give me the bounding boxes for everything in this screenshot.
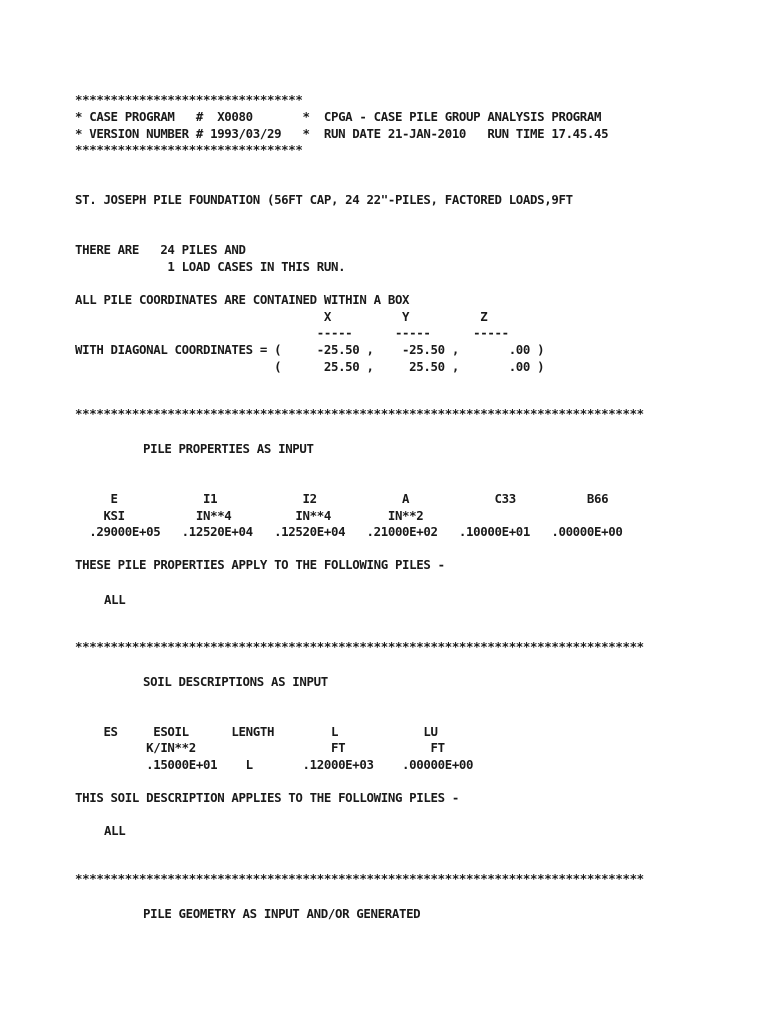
pile-properties-title: PILE PROPERTIES AS INPUT xyxy=(143,441,314,456)
coordinates-dashes: ----- ----- ----- xyxy=(75,325,509,340)
coordinates-axes-header: X Y Z xyxy=(75,309,488,324)
coordinates-row-max: ( 25.50 , 25.50 , .00 ) xyxy=(75,359,545,374)
soil-descriptions-header: ES ESOIL LENGTH L LU xyxy=(75,724,438,739)
pile-properties-applies-to: THESE PILE PROPERTIES APPLY TO THE FOLLOWING PILES - xyxy=(75,557,445,572)
soil-descriptions-values: .15000E+01 L .12000E+03 .00000E+00 xyxy=(75,757,474,772)
separator-line: ******************************************************************************** xyxy=(75,639,644,654)
coordinates-row-min: WITH DIAGONAL COORDINATES = ( -25.50 , -25.50 , .00 ) xyxy=(75,342,545,357)
separator-line: ******************************************************************************** xyxy=(75,406,644,421)
project-title: ST. JOSEPH PILE FOUNDATION (56FT CAP, 24 22"-PILES, FACTORED LOADS,9FT xyxy=(75,192,573,207)
soil-descriptions-title: SOIL DESCRIPTIONS AS INPUT xyxy=(143,674,328,689)
piles-count-line: THERE ARE 24 PILES AND xyxy=(75,242,246,257)
header-border-bottom: ******************************** xyxy=(75,142,303,157)
separator-line: ******************************************************************************** xyxy=(75,871,644,886)
pile-geometry-title: PILE GEOMETRY AS INPUT AND/OR GENERATED xyxy=(143,906,421,921)
version-line: * VERSION NUMBER # 1993/03/29 * RUN DATE 21-JAN-2010 RUN TIME 17.45.45 xyxy=(75,126,609,141)
program-line: * CASE PROGRAM # X0080 * CPGA - CASE PILE GROUP ANALYSIS PROGRAM xyxy=(75,109,602,124)
header-border-top: ******************************** xyxy=(75,92,303,107)
soil-descriptions-units: K/IN**2 FT FT xyxy=(75,740,445,755)
coordinates-intro: ALL PILE COORDINATES ARE CONTAINED WITHIN A BOX xyxy=(75,292,410,307)
pile-properties-units: KSI IN**4 IN**4 IN**2 xyxy=(75,508,424,523)
pile-properties-values: .29000E+05 .12520E+04 .12520E+04 .21000E+02 .10000E+01 .00000E+00 xyxy=(75,524,623,539)
soil-descriptions-piles: ALL xyxy=(104,823,126,838)
pile-properties-header: E I1 I2 A C33 B66 xyxy=(75,491,609,506)
pile-properties-piles: ALL xyxy=(104,592,126,607)
load-cases-line: 1 LOAD CASES IN THIS RUN. xyxy=(75,259,346,274)
soil-descriptions-applies-to: THIS SOIL DESCRIPTION APPLIES TO THE FOLLOWING PILES - xyxy=(75,790,459,805)
